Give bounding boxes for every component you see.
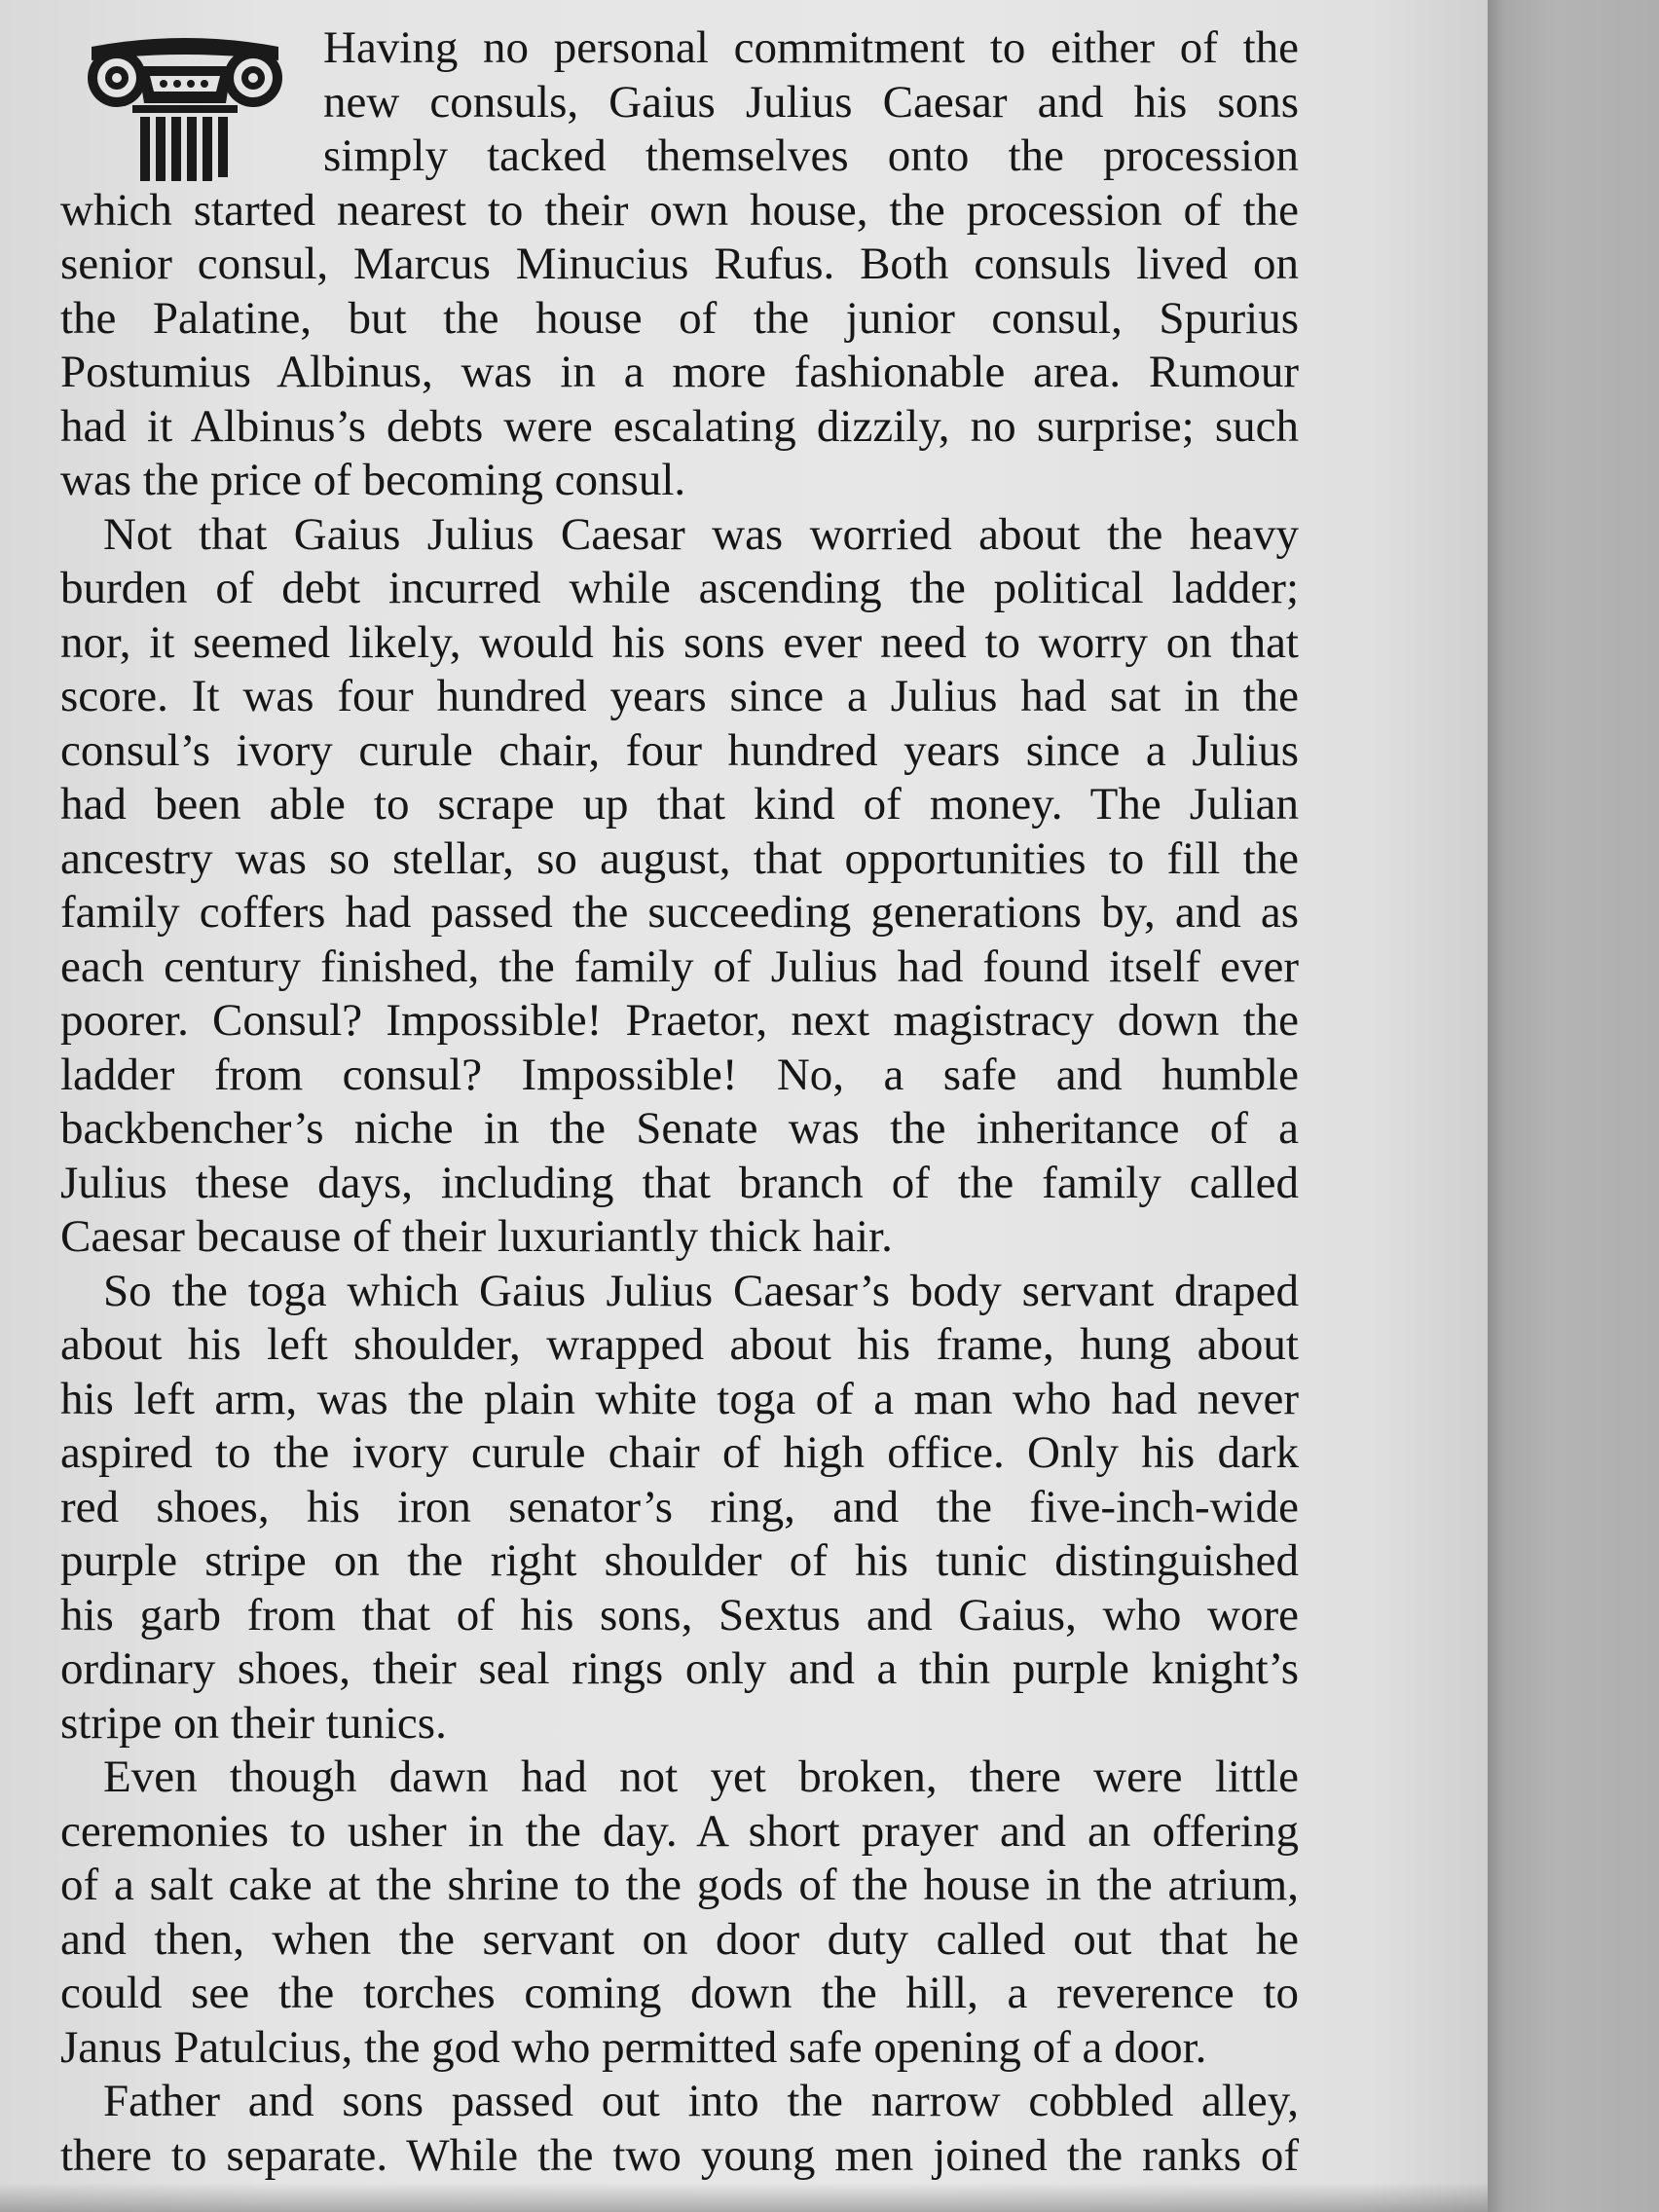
text-line: Not that Gaius Julius Caesar was worried about the heavy [103,508,1299,560]
text-line: family coffers had passed the succeeding generations by, and as [60,887,1299,938]
text-line: burden of debt incurred while ascending the political ladder; [60,563,1299,613]
text-line: the Palatine, but the house of the junior consul, Spurius [60,292,1299,344]
text-line: had it Albinus’s debts were escalating dizzily, no surprise; such [60,400,1299,452]
text-line: about his left shoulder, wrapped about his frame, hung about [60,1319,1299,1370]
text-line: of a salt cake at the shrine to the gods of the house in the atrium, [60,1860,1299,1910]
text-line: which started nearest to their own house, the procession of the [60,184,1299,236]
text-line: So the toga which Gaius Julius Caesar’s body servant draped [103,1265,1299,1316]
text-line: simply tacked themselves onto the procession [323,130,1299,181]
page-bottom-shadow [0,2183,1488,2212]
text-line: Postumius Albinus, was in a more fashionable area. Rumour [60,347,1299,397]
text-line: his left arm, was the plain white toga of a man who had never [60,1373,1299,1424]
text-line: consul’s ivory curule chair, four hundred years since a Julius [60,724,1299,776]
text-line: Even though dawn had not yet broken, there were little [103,1751,1299,1802]
book-gutter [1488,0,1659,2212]
text-line: new consuls, Gaius Julius Caesar and his sons [323,76,1299,128]
text-line: and then, when the servant on door duty called out that he [60,1913,1299,1965]
text-line: Julius these days, including that branch of the family called [60,1157,1299,1208]
text-line: stripe on their tunics. [60,1697,447,1749]
text-line: his garb from that of his sons, Sextus and Gaius, who wore [60,1589,1299,1641]
text-line: purple stripe on the right shoulder of his tunic distinguished [60,1535,1299,1586]
text-line: Caesar because of their luxuriantly thick hair. [60,1211,893,1262]
text-line: Janus Patulcius, the god who permitted safe opening of a door. [60,2021,1207,2073]
body-text [60,21,1299,2183]
text-line: ceremonies to usher in the day. A short prayer and an offering [60,1805,1299,1857]
text-line: each century finished, the family of Julius had found itself ever [60,940,1299,992]
text-line: there to separate. While the two young men joined the ranks of [60,2129,1299,2181]
text-line: poorer. Consul? Impossible! Praetor, next magistracy down the [60,995,1299,1046]
text-line: could see the torches coming down the hill, a reverence to [60,1968,1299,2018]
text-line: score. It was four hundred years since a Julius had sat in the [60,671,1299,721]
text-line: Father and sons passed out into the narrow cobbled alley, [103,2076,1299,2126]
text-line: backbencher’s niche in the Senate was the inheritance of a [60,1103,1299,1154]
text-line: was the price of becoming consul. [60,455,686,505]
text-line: senior consul, Marcus Minucius Rufus. Both consuls lived on [60,239,1299,289]
text-line: had been able to scrape up that kind of money. The Julian [60,779,1299,830]
text-line: ancestry was so stellar, so august, that opportunities to fill the [60,832,1299,884]
text-line: red shoes, his iron senator’s ring, and the five-inch-wide [60,1481,1299,1532]
text-line: Having no personal commitment to either of the [323,22,1299,73]
text-line: aspired to the ivory curule chair of high office. Only his dark [60,1427,1299,1478]
text-line: ladder from consul? Impossible! No, a safe and humble [60,1049,1299,1100]
text-line: ordinary shoes, their seal rings only and a thin purple knight’s [60,1643,1299,1694]
text-line: nor, it seemed likely, would his sons ever need to worry on that [60,616,1299,668]
